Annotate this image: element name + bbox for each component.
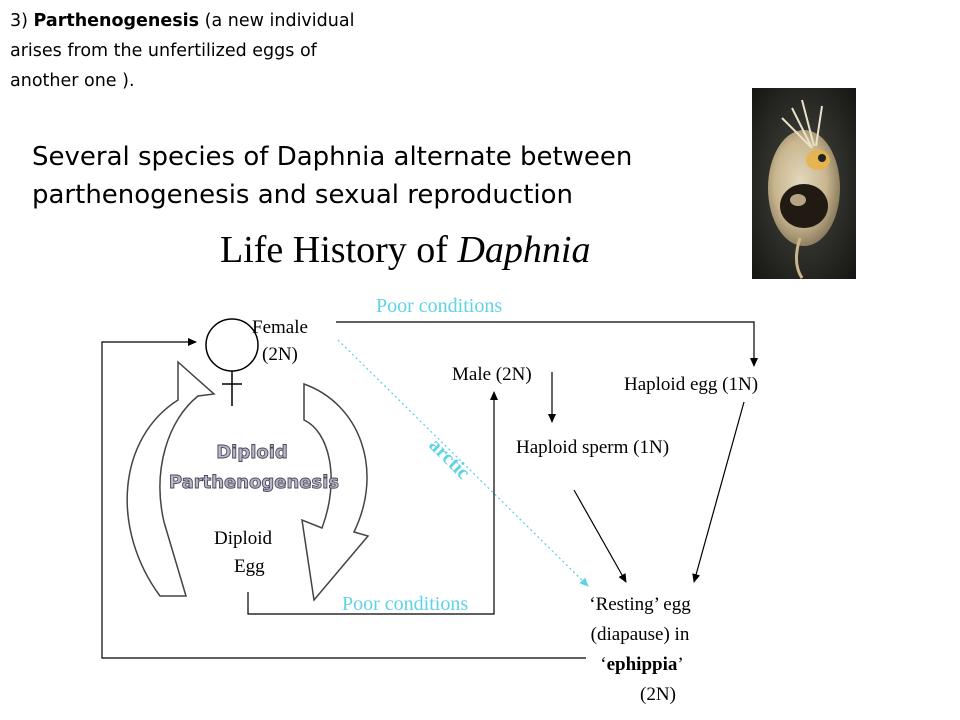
parthenogenesis-badge: [169, 472, 339, 493]
lead-line-2: parthenogenesis and sexual reproduction: [32, 180, 574, 210]
parthenogenesis-label: Parthenogenesis: [168, 472, 340, 493]
diagram-title-species: Daphnia: [457, 229, 591, 271]
resting-egg-ploidy: (2N): [640, 684, 676, 705]
resting-quote-close: ’: [677, 654, 684, 675]
diploid-label: Diploid: [216, 442, 288, 463]
resting-egg-line-1: ‘Resting’ egg: [589, 594, 691, 615]
intro-line-2: arises from the unfertilized eggs of: [10, 41, 317, 61]
diploid-egg-label-2: Egg: [234, 556, 265, 577]
resting-quote-open: ‘: [600, 654, 607, 675]
arctic-label: arctic: [424, 433, 475, 484]
poor-conditions-bottom: Poor conditions: [342, 593, 469, 615]
poor-conditions-top: Poor conditions: [376, 295, 503, 317]
intro-line-3: another one ).: [10, 71, 135, 91]
arrow-female-to-haploid-egg: [336, 322, 754, 366]
intro-number: 3): [10, 11, 28, 31]
haploid-sperm-label: Haploid sperm (1N): [516, 437, 670, 458]
arrow-egg-to-resting: [694, 402, 744, 582]
lead-line-1: Several species of Daphnia alternate between: [32, 142, 633, 172]
resting-egg-line-3: [600, 654, 683, 675]
female-ploidy: (2N): [262, 344, 298, 365]
diagram-title-prefix: Life History of: [220, 229, 458, 271]
intro-line-1-rest: (a new individual: [204, 11, 355, 31]
diagram-title: [220, 229, 590, 271]
arrow-sperm-to-resting: [574, 490, 626, 582]
male-label: Male (2N): [452, 364, 532, 385]
resting-egg-line-2: (diapause) in: [590, 624, 690, 645]
female-label: Female: [252, 317, 308, 338]
intro-term: Parthenogenesis: [33, 11, 200, 31]
diploid-badge: [216, 442, 288, 463]
diploid-egg-label-1: Diploid: [214, 528, 273, 549]
arrow-egg-to-male: [248, 392, 494, 614]
resting-ephippia: ephippia: [606, 654, 678, 675]
haploid-egg-label: Haploid egg (1N): [624, 374, 759, 395]
